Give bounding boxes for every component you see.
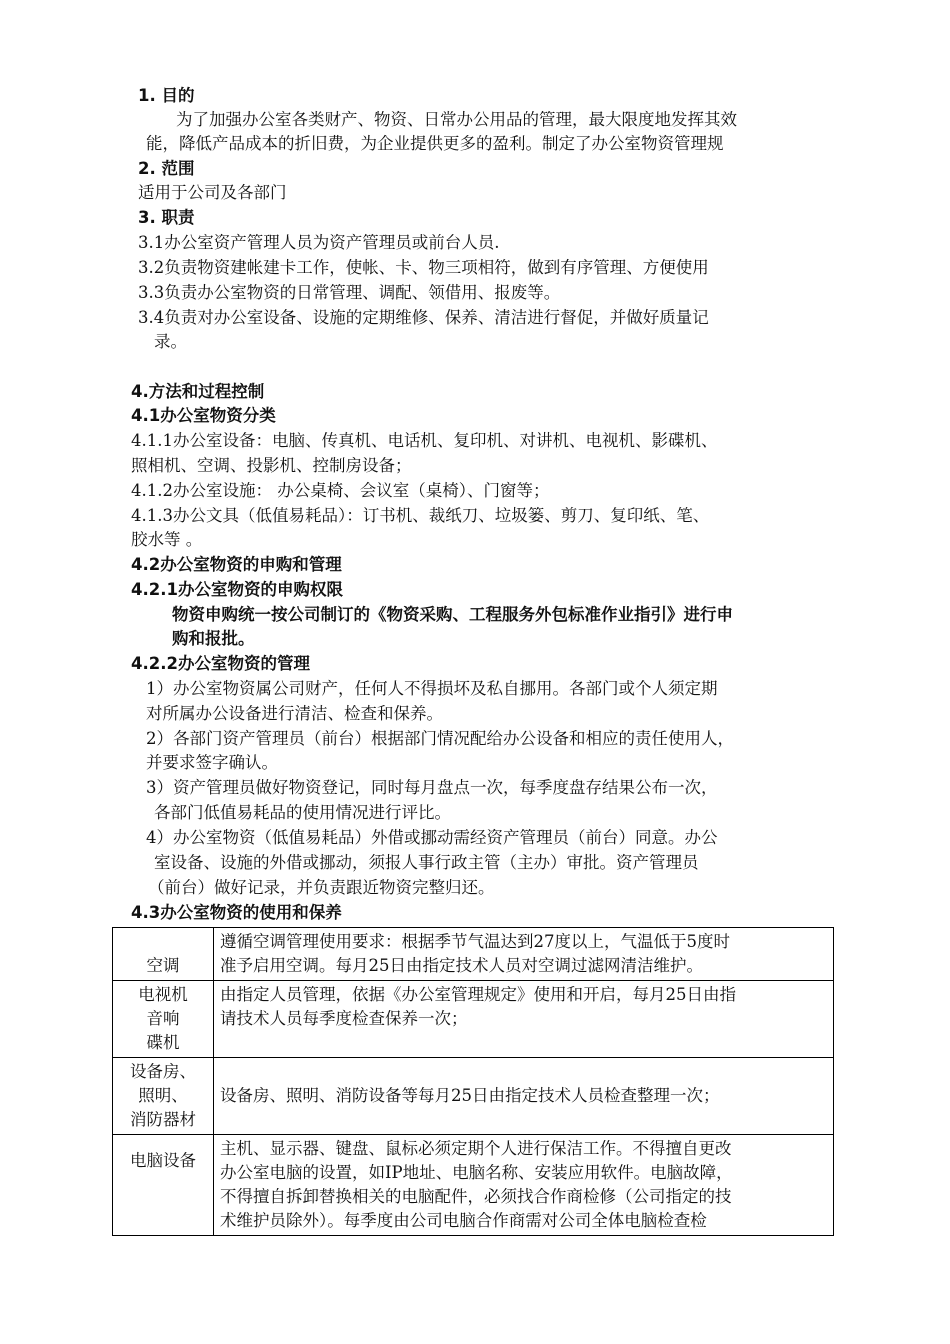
body-text-line: 3.4负责对办公室设备、设施的定期维修、保养、清洁进行督促，并做好质量记 [138, 308, 709, 327]
section-heading: 4.3办公室物资的使用和保养 [131, 903, 342, 922]
section-heading: 2. 范围 [138, 159, 195, 178]
body-text-line: 3）资产管理员做好物资登记，同时每月盘点一次，每季度盘存结果公布一次， [146, 778, 718, 797]
body-text-line: 录。 [154, 332, 187, 351]
body-text-line: 4.1.3办公文具（低值易耗品）：订书机、裁纸刀、垃圾篓、剪刀、复印纸、笔、 [131, 506, 710, 525]
body-text-line: 胶水等 。 [131, 530, 203, 549]
description-cell [214, 928, 834, 981]
category-label: 电视机 [138, 985, 188, 1004]
category-label: 碟机 [146, 1033, 180, 1052]
description-line: 请技术人员每季度检查保养一次； [220, 1009, 468, 1028]
category-label: 消防器材 [130, 1110, 196, 1129]
body-text-line: 并要求签字确认。 [146, 753, 278, 772]
body-text-line: 1）办公室物资属公司财产，任何人不得损坏及私自挪用。各部门或个人须定期 [146, 679, 718, 698]
category-label: 照明、 [138, 1086, 188, 1105]
description-cell [214, 981, 834, 1058]
body-text-line: （前台）做好记录，并负责跟近物资完整归还。 [148, 878, 495, 897]
description-line: 准予启用空调。每月25日由指定技术人员对空调过滤网清洁维护。 [220, 956, 703, 975]
body-text-line: 3.3负责办公室物资的日常管理、调配、领借用、报废等。 [138, 283, 561, 302]
body-text-line: 为了加强办公室各类财产、物资、日常办公用品的管理，最大限度地发挥其效 [176, 110, 737, 129]
body-text-line: 4.1.1办公室设备：电脑、传真机、电话机、复印机、对讲机、电视机、影碟机、 [131, 431, 718, 450]
body-text-line: 室设备、设施的外借或挪动，须报人事行政主管（主办）审批。资产管理员 [154, 853, 699, 872]
section-heading: 3. 职责 [138, 208, 195, 227]
section-heading: 4.1办公室物资分类 [131, 406, 276, 425]
description-line: 办公室电脑的设置，如IP地址、电脑名称、安装应用软件。电脑故障， [220, 1163, 733, 1182]
description-cell [214, 1058, 834, 1135]
body-text-line: 2）各部门资产管理员（前台）根据部门情况配给办公设备和相应的责任使用人， [146, 729, 734, 748]
category-label: 电脑设备 [130, 1151, 196, 1170]
section-heading: 1. 目的 [138, 86, 195, 105]
section-heading: 4.2.2办公室物资的管理 [131, 654, 310, 673]
body-text-line: 4）办公室物资（低值易耗品）外借或挪动需经资产管理员（前台）同意。办公 [146, 828, 718, 847]
body-text-line: 3.1办公室资产管理人员为资产管理员或前台人员. [138, 233, 500, 252]
body-text-line: 4.1.2办公室设施： 办公桌椅、会议室（桌椅）、门窗等； [131, 481, 550, 500]
body-text-line: 各部门低值易耗品的使用情况进行评比。 [154, 803, 451, 822]
body-text-line: 能，降低产品成本的折旧费，为企业提供更多的盈利。制定了办公室物资管理规 [146, 134, 724, 153]
section-heading: 4.2办公室物资的申购和管理 [131, 555, 342, 574]
description-line: 遵循空调管理使用要求：根据季节气温达到27度以上，气温低于5度时 [220, 932, 730, 951]
description-line: 不得擅自拆卸替换相关的电脑配件，必须找合作商检修（公司指定的技 [220, 1187, 732, 1206]
category-label: 音响 [146, 1009, 180, 1028]
table-row [113, 981, 834, 1058]
table-row [113, 928, 834, 981]
section-heading: 4.方法和过程控制 [131, 382, 265, 401]
body-text-line: 对所属办公设备进行清洁、检查和保养。 [146, 704, 443, 723]
category-cell [113, 928, 214, 981]
body-text-line: 照相机、空调、投影机、控制房设备； [131, 456, 412, 475]
description-line: 术维护员除外）。每季度由公司电脑合作商需对公司全体电脑检查检 [220, 1211, 707, 1230]
description-cell [214, 1135, 834, 1236]
usage-maintenance-table [112, 927, 834, 1236]
description-line: 主机、显示器、键盘、鼠标必须定期个人进行保洁工作。不得擅自更改 [220, 1139, 732, 1158]
category-cell [113, 1135, 214, 1236]
category-cell [113, 981, 214, 1058]
body-text-line: 3.2负责物资建帐建卡工作，使帐、卡、物三项相符，做到有序管理、方便使用 [138, 258, 709, 277]
section-heading: 4.2.1办公室物资的申购权限 [131, 580, 343, 599]
section-heading: 购和报批。 [172, 629, 255, 648]
category-label: 空调 [146, 956, 180, 975]
description-line: 设备房、照明、消防设备等每月25日由指定技术人员检查整理一次； [220, 1086, 720, 1105]
category-label: 设备房、 [130, 1062, 196, 1081]
section-heading: 物资申购统一按公司制订的《物资采购、工程服务外包标准作业指引》进行申 [172, 605, 733, 624]
description-line: 由指定人员管理，依据《办公室管理规定》使用和开启，每月25日由指 [220, 985, 736, 1004]
body-text-line: 适用于公司及各部门 [138, 183, 287, 202]
category-cell [113, 1058, 214, 1135]
table-row [113, 1135, 834, 1236]
table-row [113, 1058, 834, 1135]
